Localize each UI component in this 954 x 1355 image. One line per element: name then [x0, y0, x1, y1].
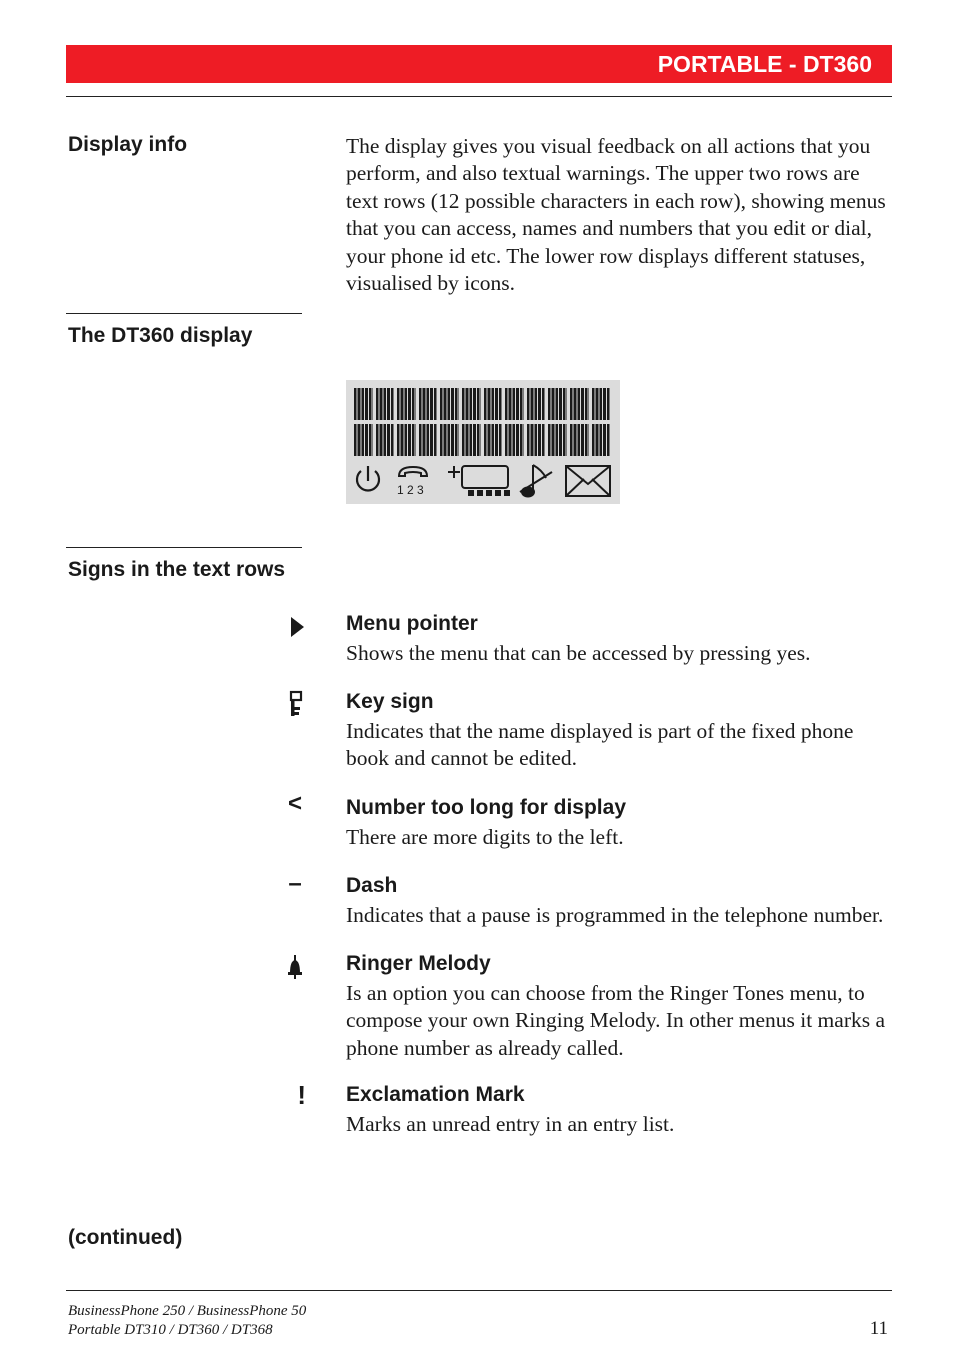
page-number: 11 [869, 1318, 888, 1339]
sign-desc-key-sign: Indicates that the name displayed is part of the fixed phone book and cannot be edited. [346, 719, 854, 771]
footer-product-info [68, 1302, 306, 1340]
bell-icon [280, 953, 310, 981]
sign-desc-menu-pointer: Shows the menu that can be accessed by pressing yes. [346, 641, 811, 665]
dash-icon: – [288, 870, 302, 897]
power-icon [357, 466, 379, 490]
header-bar [66, 45, 892, 83]
display-info-paragraph: The display gives you visual feedback on all actions that you perform, and also textual warnings. The upper two rows are text rows (12 possible characters in each row), showing menus that you can access, names and numbers that you edit or dial, your phone id etc. The lower row displays different statuses, visualised by icons. [346, 134, 886, 296]
muted-note-icon [520, 465, 552, 497]
sign-desc-number-too-long: There are more digits to the left. [346, 825, 624, 849]
menu-pointer-icon [280, 613, 310, 641]
section-divider [66, 547, 302, 548]
sign-desc-dash: Indicates that a pause is programmed in the telephone number. [346, 903, 884, 927]
page-header-title: PORTABLE - DT360 [657, 51, 872, 77]
phone-handset-icon [399, 467, 427, 476]
sign-title-ringer-melody: Ringer Melody [346, 952, 491, 975]
section-heading-signs: Signs in the text rows [68, 558, 286, 581]
section-heading-dt360-display: The DT360 display [68, 324, 253, 347]
footer-divider [66, 1290, 892, 1291]
sign-title-exclamation-mark: Exclamation Mark [346, 1083, 525, 1106]
lcd-text-row-2 [354, 424, 610, 456]
exclamation-icon: ! [297, 1080, 306, 1110]
footer-line-2: Portable DT310 / DT360 / DT368 [68, 1322, 273, 1338]
keypad-digits: 1 2 3 [397, 483, 424, 497]
sign-desc-ringer-melody: Is an option you can choose from the Ringer Tones menu, to compose your own Ringing Melody. In other menus it marks a phone number as already called. [346, 981, 886, 1060]
sign-title-number-too-long: Number too long for display [346, 796, 627, 819]
lcd-display-illustration [346, 380, 620, 504]
sign-title-menu-pointer: Menu pointer [346, 612, 478, 635]
lcd-status-icons-row [352, 462, 614, 500]
battery-icon [448, 466, 510, 496]
sign-title-dash: Dash [346, 874, 398, 897]
sign-desc-exclamation-mark: Marks an unread entry in an entry list. [346, 1112, 675, 1136]
header-divider [66, 96, 892, 97]
continued-label: (continued) [68, 1226, 183, 1249]
footer-line-1: BusinessPhone 250 / BusinessPhone 50 [68, 1303, 307, 1319]
key-sign-icon [280, 690, 310, 718]
less-than-icon: < [287, 790, 302, 817]
section-divider [66, 313, 302, 314]
envelope-icon [566, 466, 610, 496]
section-heading-display-info: Display info [68, 133, 188, 156]
lcd-text-row-1 [354, 388, 610, 420]
sign-title-key-sign: Key sign [346, 690, 434, 713]
